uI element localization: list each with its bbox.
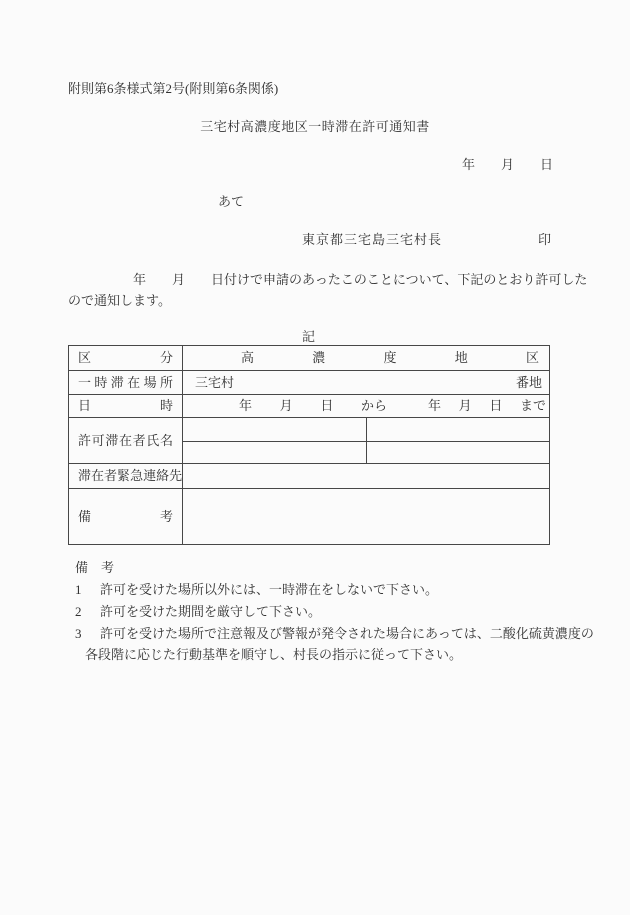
table-row-category [69,346,549,370]
datetime-from-group: 年 月 日 から [239,398,387,413]
category-label-cell [69,346,183,370]
location-value-cell [183,371,549,394]
seal-mark: 印 [537,232,551,247]
notes-heading: 備 考 [75,560,115,575]
remarks-value-cell [183,489,549,544]
notification-paragraph-line1: 年 月 日付けで申請のあったこのことについて、下記のとおり許可した [68,272,588,287]
location-label-cell [69,371,183,394]
issue-date-line: 年 月 日 [461,157,553,172]
table-row-datetime [69,394,549,417]
datetime-value-cell [183,395,549,417]
category-value: 高 濃 度 地 区 [241,350,539,365]
note-text: 許可を受けた場所で注意報及び警報が発令された場合にあっては、二酸化硫黄濃度の [100,626,594,641]
permit-table [68,345,550,545]
name-cell [366,441,549,464]
name-cell [183,441,366,464]
remarks-label-cell [69,489,183,544]
emergency-label-cell [69,464,183,488]
note-number: 2 [75,604,82,619]
note-text: 許可を受けた場所以外には、一時滞在をしないで下さい。 [100,582,439,597]
remarks-label: 備 考 [78,508,173,524]
names-label: 許 可 滞 在 者 氏 名 [78,432,173,448]
name-cell [366,418,549,441]
notification-paragraph-line2: ので通知します。 [68,293,171,308]
record-mark: 記 [301,329,315,344]
datetime-to-group: 年 月 日 まで [428,398,546,413]
note-item [75,626,594,641]
datetime-label-cell [69,395,183,417]
category-value-cell [183,346,549,370]
names-label-cell [69,418,183,463]
location-label: 一 時 滞 在 場 所 [78,374,173,390]
table-row-emergency-contact [69,463,549,488]
table-row-permitted-names [69,417,549,463]
note-text-continued: 各段階に応じた行動基準を順守し、村長の指示に従って下さい。 [85,647,463,662]
addressee-label: あて [218,194,245,209]
form-number-text: 附則第6条様式第2号(附則第6条関係) [68,81,279,96]
datetime-label: 日 時 [78,398,173,413]
issuer-name: 東京都三宅島三宅村長 [302,232,443,247]
note-number: 1 [75,582,82,597]
names-grid [183,418,549,463]
note-number: 3 [75,626,82,641]
emergency-value-cell [183,464,549,488]
note-text: 許可を受けた期間を厳守して下さい。 [100,604,322,619]
table-row-location [69,370,549,394]
category-label: 区 分 [78,350,173,365]
table-row-remarks [69,488,549,544]
emergency-label: 滞 在 者 緊 急 連 絡 先 [78,468,183,483]
name-cell [183,418,366,441]
note-item [75,583,561,597]
issuer-line [68,233,553,247]
document-title: 三宅村高濃度地区一時滞在許可通知書 [200,119,430,134]
location-lot-suffix: 番地 [515,374,542,390]
location-village-prefix: 三宅村 [195,374,235,390]
note-item [75,605,561,619]
